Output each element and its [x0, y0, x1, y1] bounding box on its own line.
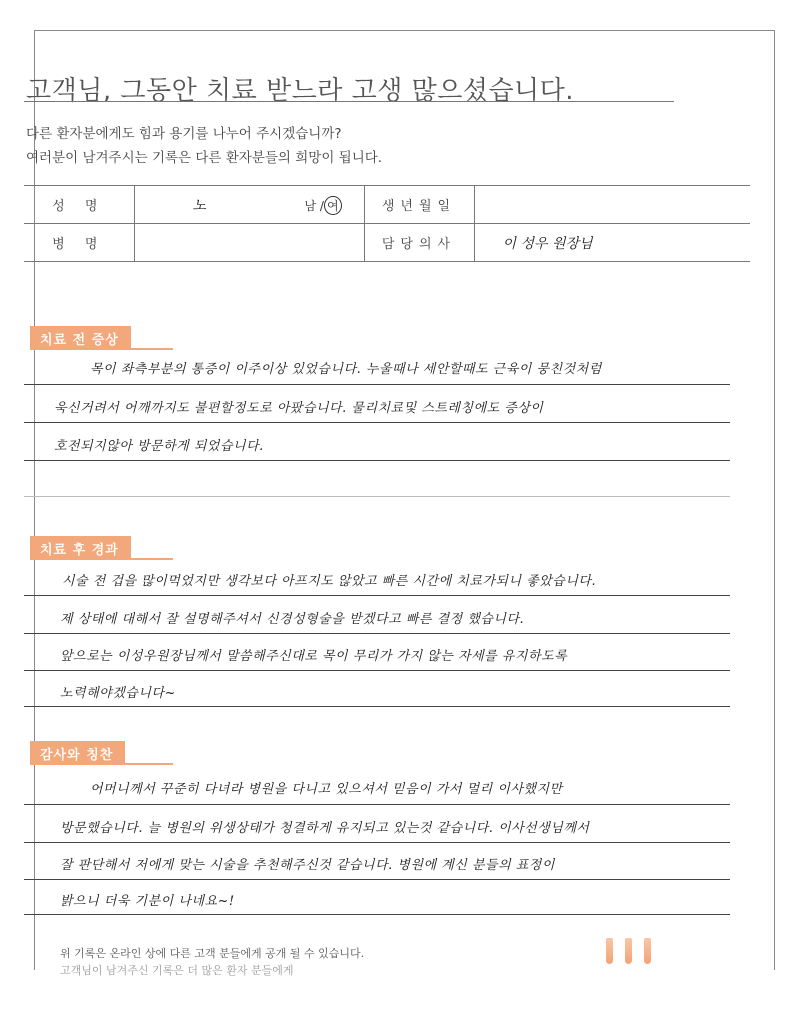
name-value: 노 [192, 198, 207, 214]
patient-info-row-2 [24, 224, 750, 262]
section-after-badge: 치료 후 경과 [30, 536, 131, 558]
subtitle-line-2: 여러분이 남겨주시는 기록은 다른 환자분들의 희망이 됩니다. [26, 150, 383, 166]
thanks-line-2: 방문했습니다. 늘 병원의 위생상태가 청결하게 유지되고 있는것 같습니다. 이사선생님께서 [60, 821, 590, 836]
patient-info-row-1 [24, 186, 750, 224]
title-divider [24, 101, 674, 102]
section-after-bar [30, 558, 173, 560]
doctor-label: 담당의사 [364, 224, 474, 262]
birth-label: 생년월일 [364, 186, 474, 224]
gender-field[interactable] [305, 196, 342, 215]
disease-label: 병 명 [24, 224, 134, 262]
section-before-bar [30, 348, 173, 350]
footer-notice: 위 기록은 온라인 상에 다른 고객 분들에게 공개 될 수 있습니다. [60, 947, 365, 960]
name-field[interactable] [134, 186, 364, 224]
before-rule-2 [24, 422, 730, 423]
after-line-1: 시술 전 겁을 많이먹었지만 생각보다 아프지도 않았고 빠른 시간에 치료가되니 좋았습니다. [62, 574, 597, 589]
gender-male: 남 / [304, 199, 324, 213]
after-rule-3 [24, 670, 730, 671]
subtitle-line-1: 다른 환자분에게도 힘과 용기를 나누어 주시겠습니까? [26, 126, 342, 142]
after-rule-1 [24, 595, 730, 596]
section-thanks-badge: 감사와 칭찬 [30, 741, 125, 763]
thanks-line-1: 어머니께서 꾸준히 다녀라 병원을 다니고 있으셔서 믿음이 가서 멀리 이사했지만 [90, 782, 563, 797]
doctor-field[interactable]: 이 성우 원장님 [474, 224, 750, 262]
after-line-4: 노력해야겠습니다~ [60, 686, 176, 701]
after-line-2: 제 상태에 대해서 잘 설명해주셔서 신경성형술을 받겠다고 빠른 결정 했습니다. [60, 612, 525, 627]
section-before-badge: 치료 전 증상 [30, 326, 131, 348]
before-rule-4 [24, 496, 730, 497]
name-label: 성 명 [24, 186, 134, 224]
decor-mark-icon [606, 938, 613, 964]
gender-female-circled: 여 [324, 196, 342, 215]
footer-notice-cut: 고객님이 남겨주신 기록은 더 많은 환자 분들에게 [60, 964, 294, 977]
before-line-2: 욱신거려서 어깨까지도 불편할정도로 아팠습니다. 물리치료및 스트레칭에도 증상이 [54, 401, 544, 416]
page-title: 고객님, 그동안 치료 받느라 고생 많으셨습니다. [26, 76, 575, 106]
patient-info-table [24, 185, 750, 262]
before-rule-3 [24, 460, 730, 461]
section-thanks-bar [30, 763, 173, 765]
thanks-line-3: 잘 판단해서 저에게 맞는 시술을 추천해주신것 같습니다. 병원에 계신 분들의 표정이 [60, 858, 555, 873]
thanks-line-4: 밝으니 더욱 기분이 나네요~! [60, 894, 235, 909]
birth-field[interactable] [474, 186, 750, 224]
before-rule-1 [24, 384, 730, 385]
thanks-rule-4 [24, 914, 730, 915]
after-rule-4 [24, 706, 730, 707]
decor-mark-icon [625, 938, 632, 964]
decor-mark-icon [644, 938, 651, 964]
before-line-3: 호전되지않아 방문하게 되었습니다. [54, 439, 264, 454]
thanks-rule-2 [24, 842, 730, 843]
decorative-marks [606, 938, 663, 968]
after-line-3: 앞으로는 이성우원장님께서 말씀해주신대로 목이 무리가 가지 않는 자세를 유지하도록 [60, 649, 568, 664]
thanks-rule-1 [24, 804, 730, 805]
after-rule-2 [24, 633, 730, 634]
disease-field[interactable] [134, 224, 364, 262]
thanks-rule-3 [24, 879, 730, 880]
before-line-1: 목이 좌측부분의 통증이 이주이상 있었습니다. 누울때나 세안할때도 근육이 뭉친것처럼 [90, 362, 602, 377]
